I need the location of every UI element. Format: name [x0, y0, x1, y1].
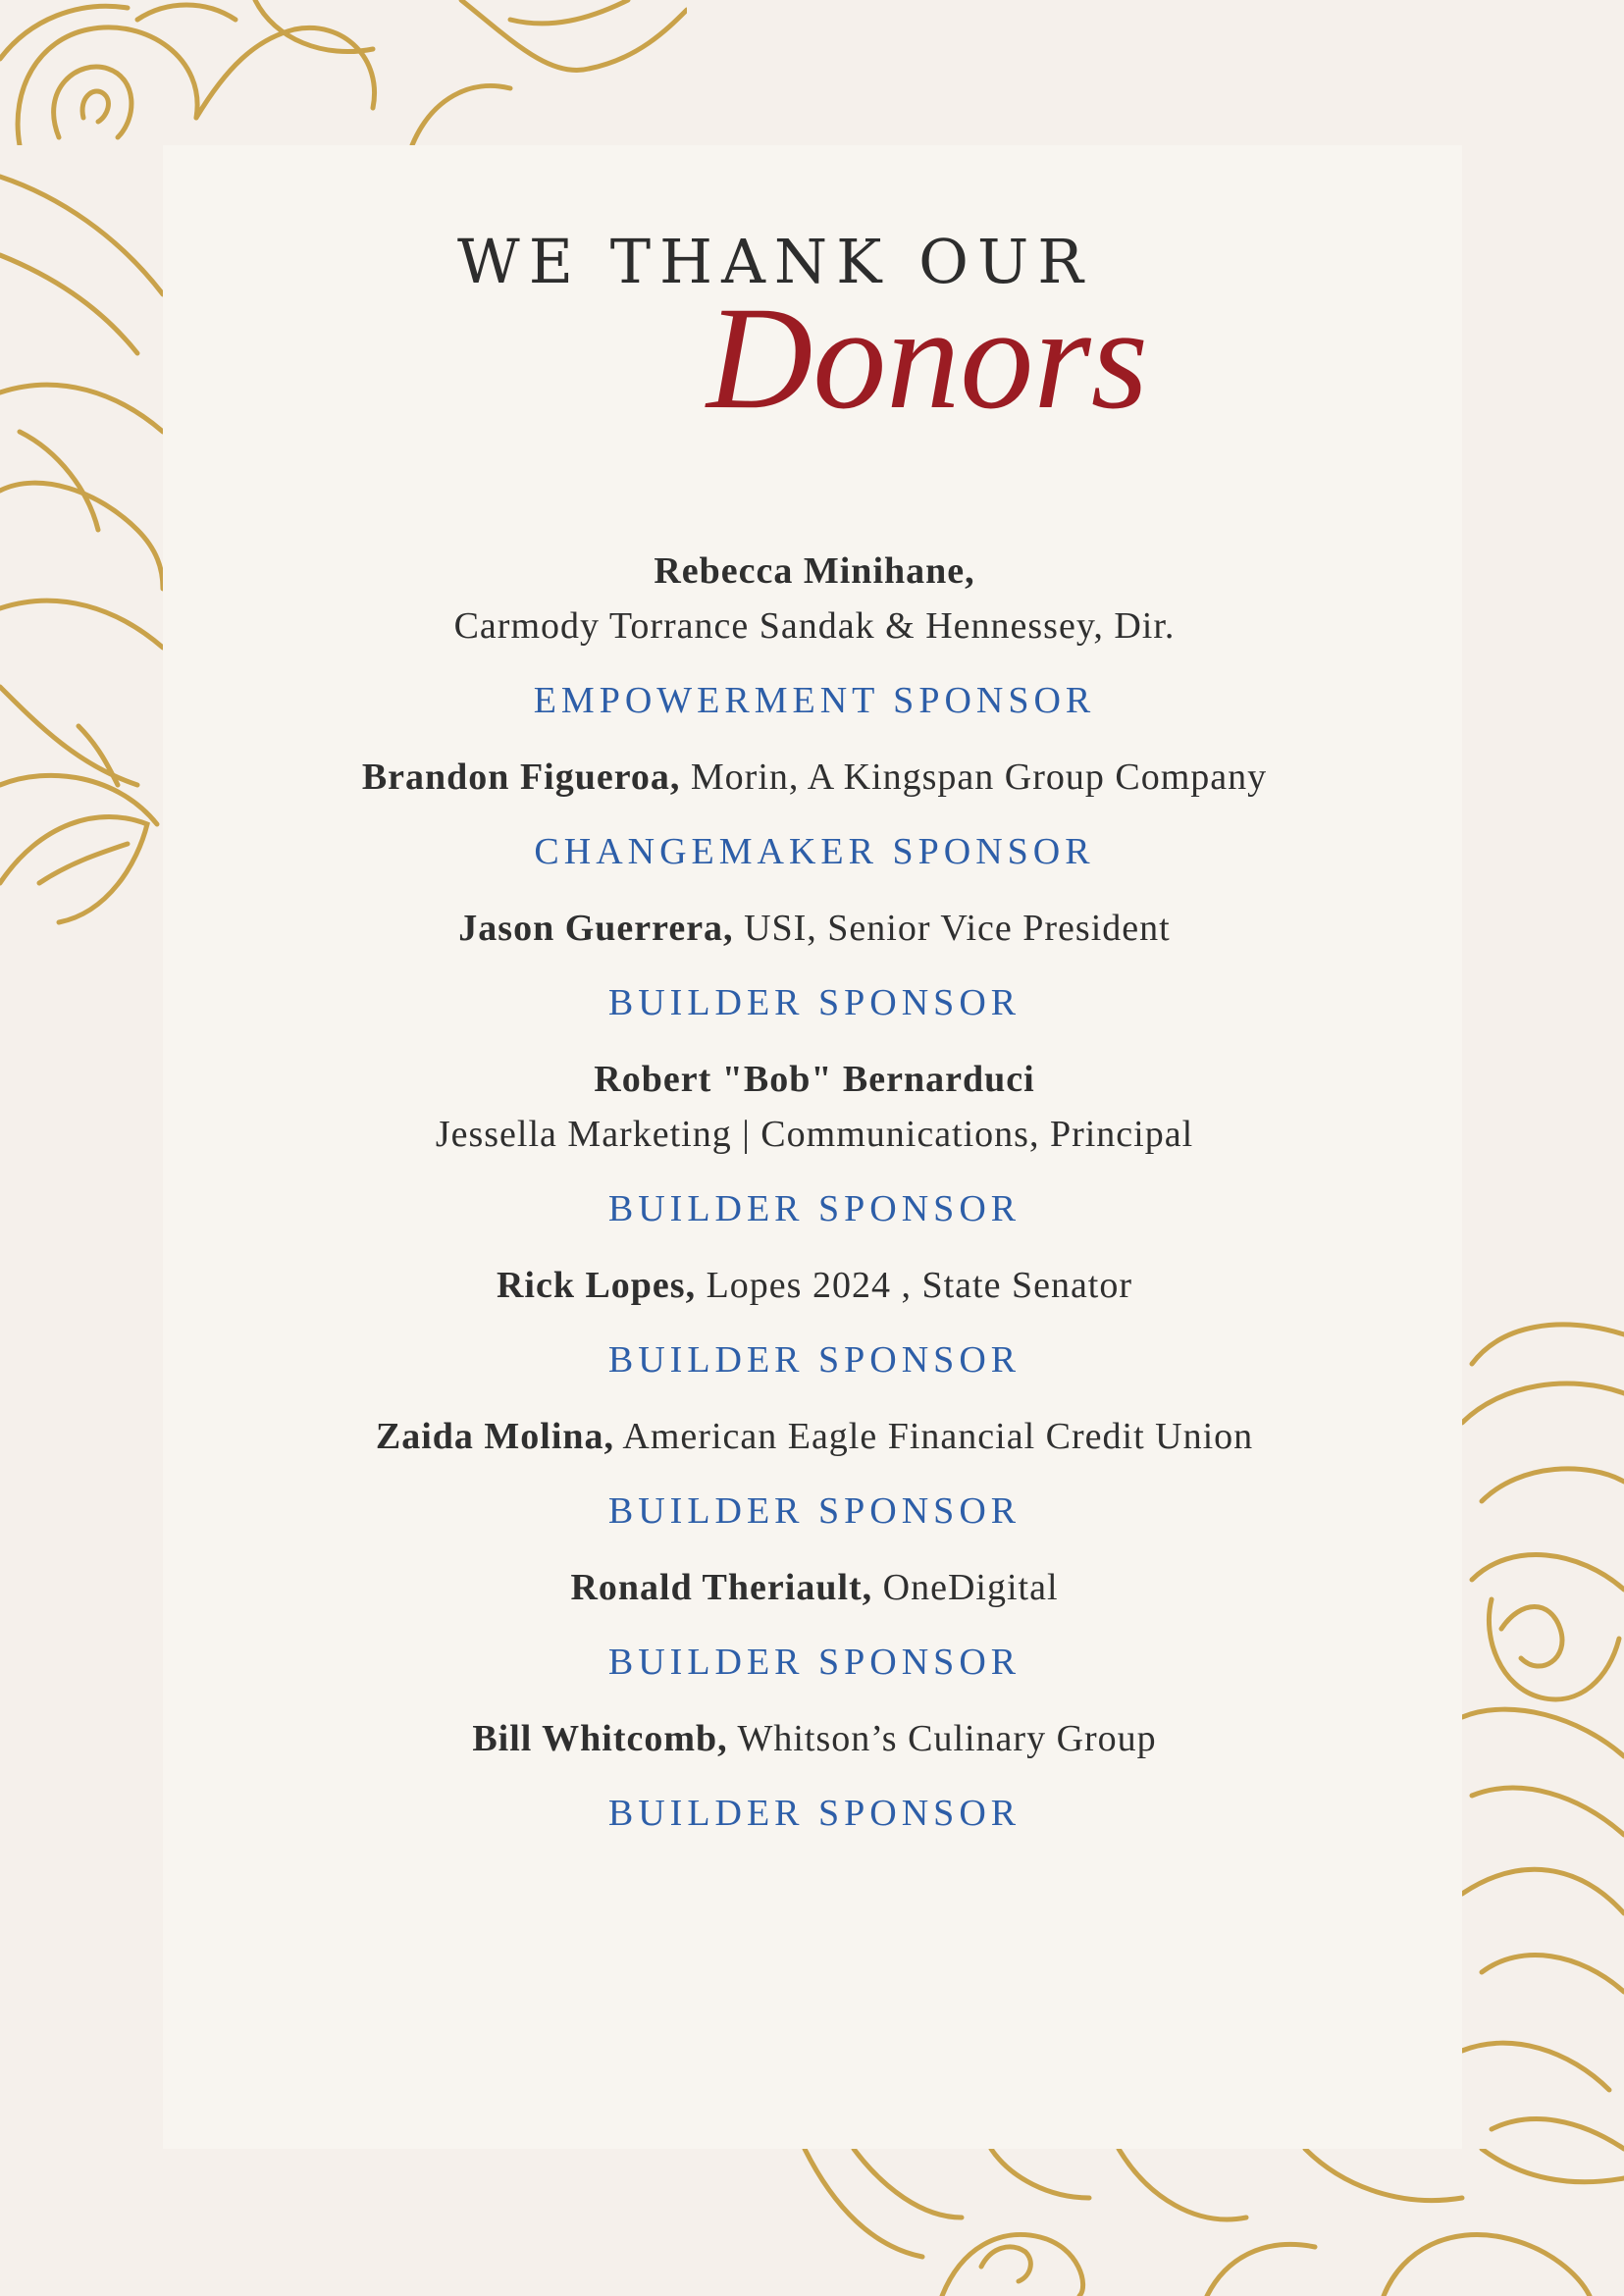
rose-ornament-right-icon: [1462, 1305, 1624, 2188]
donor-detail: Jessella Marketing | Communications, Principal: [435, 1114, 1194, 1155]
donor-name-line: [196, 1258, 1433, 1313]
sponsor-tier: BUILDER SPONSOR: [607, 1188, 1022, 1229]
donor-detail: American Eagle Financial Credit Union: [622, 1416, 1254, 1457]
donor-name: Brandon Figueroa,: [361, 757, 681, 798]
sponsor-tier: CHANGEMAKER SPONSOR: [534, 831, 1095, 872]
donor-name-line: [196, 1052, 1433, 1107]
sponsor-tier: BUILDER SPONSOR: [607, 1642, 1022, 1683]
donor-name: Zaida Molina,: [375, 1416, 615, 1457]
donor-name-line: [196, 1409, 1433, 1464]
donor-entry: [196, 901, 1433, 1030]
donor-name: Bill Whitcomb,: [472, 1718, 728, 1759]
donor-detail: Carmody Torrance Sandak & Hennessey, Dir.: [453, 605, 1176, 647]
sponsor-tier: BUILDER SPONSOR: [607, 1793, 1022, 1834]
donor-entry: [196, 1711, 1433, 1841]
donor-entry: [196, 750, 1433, 879]
header-line-2: Donors: [707, 277, 1149, 440]
header-line-1: WE THANK OUR: [457, 226, 1092, 297]
donor-list: [196, 544, 1433, 1862]
sponsor-tier: BUILDER SPONSOR: [607, 1490, 1022, 1532]
donor-entry: [196, 544, 1433, 728]
donor-name-line: [196, 544, 1433, 599]
donor-detail: OneDigital: [882, 1567, 1059, 1608]
donor-detail: Lopes 2024 , State Senator: [706, 1265, 1133, 1306]
donor-name: Ronald Theriault,: [570, 1567, 873, 1608]
rose-ornament-bottom-icon: [795, 2149, 1624, 2296]
donor-name: Jason Guerrera,: [458, 908, 734, 949]
donor-name-line: [196, 1560, 1433, 1615]
donor-name-line: [196, 750, 1433, 805]
donor-detail: Whitson’s Culinary Group: [737, 1718, 1157, 1759]
donor-name: Rick Lopes,: [496, 1265, 697, 1306]
donor-entry: [196, 1258, 1433, 1387]
sponsor-tier: BUILDER SPONSOR: [607, 1339, 1022, 1381]
donor-detail: USI, Senior Vice President: [744, 908, 1171, 949]
page-header: [0, 0, 1624, 491]
donor-name-line: [196, 1711, 1433, 1766]
donor-detail: Morin, A Kingspan Group Company: [690, 757, 1268, 798]
donor-entry: [196, 1409, 1433, 1539]
donor-name: Robert "Bob" Bernarduci: [594, 1059, 1035, 1100]
sponsor-tier: BUILDER SPONSOR: [607, 982, 1022, 1023]
sponsor-tier: EMPOWERMENT SPONSOR: [533, 680, 1096, 721]
donor-name: Rebecca Minihane,: [654, 550, 975, 592]
donor-entry: [196, 1052, 1433, 1236]
donor-entry: [196, 1560, 1433, 1690]
donor-name-line: [196, 901, 1433, 956]
